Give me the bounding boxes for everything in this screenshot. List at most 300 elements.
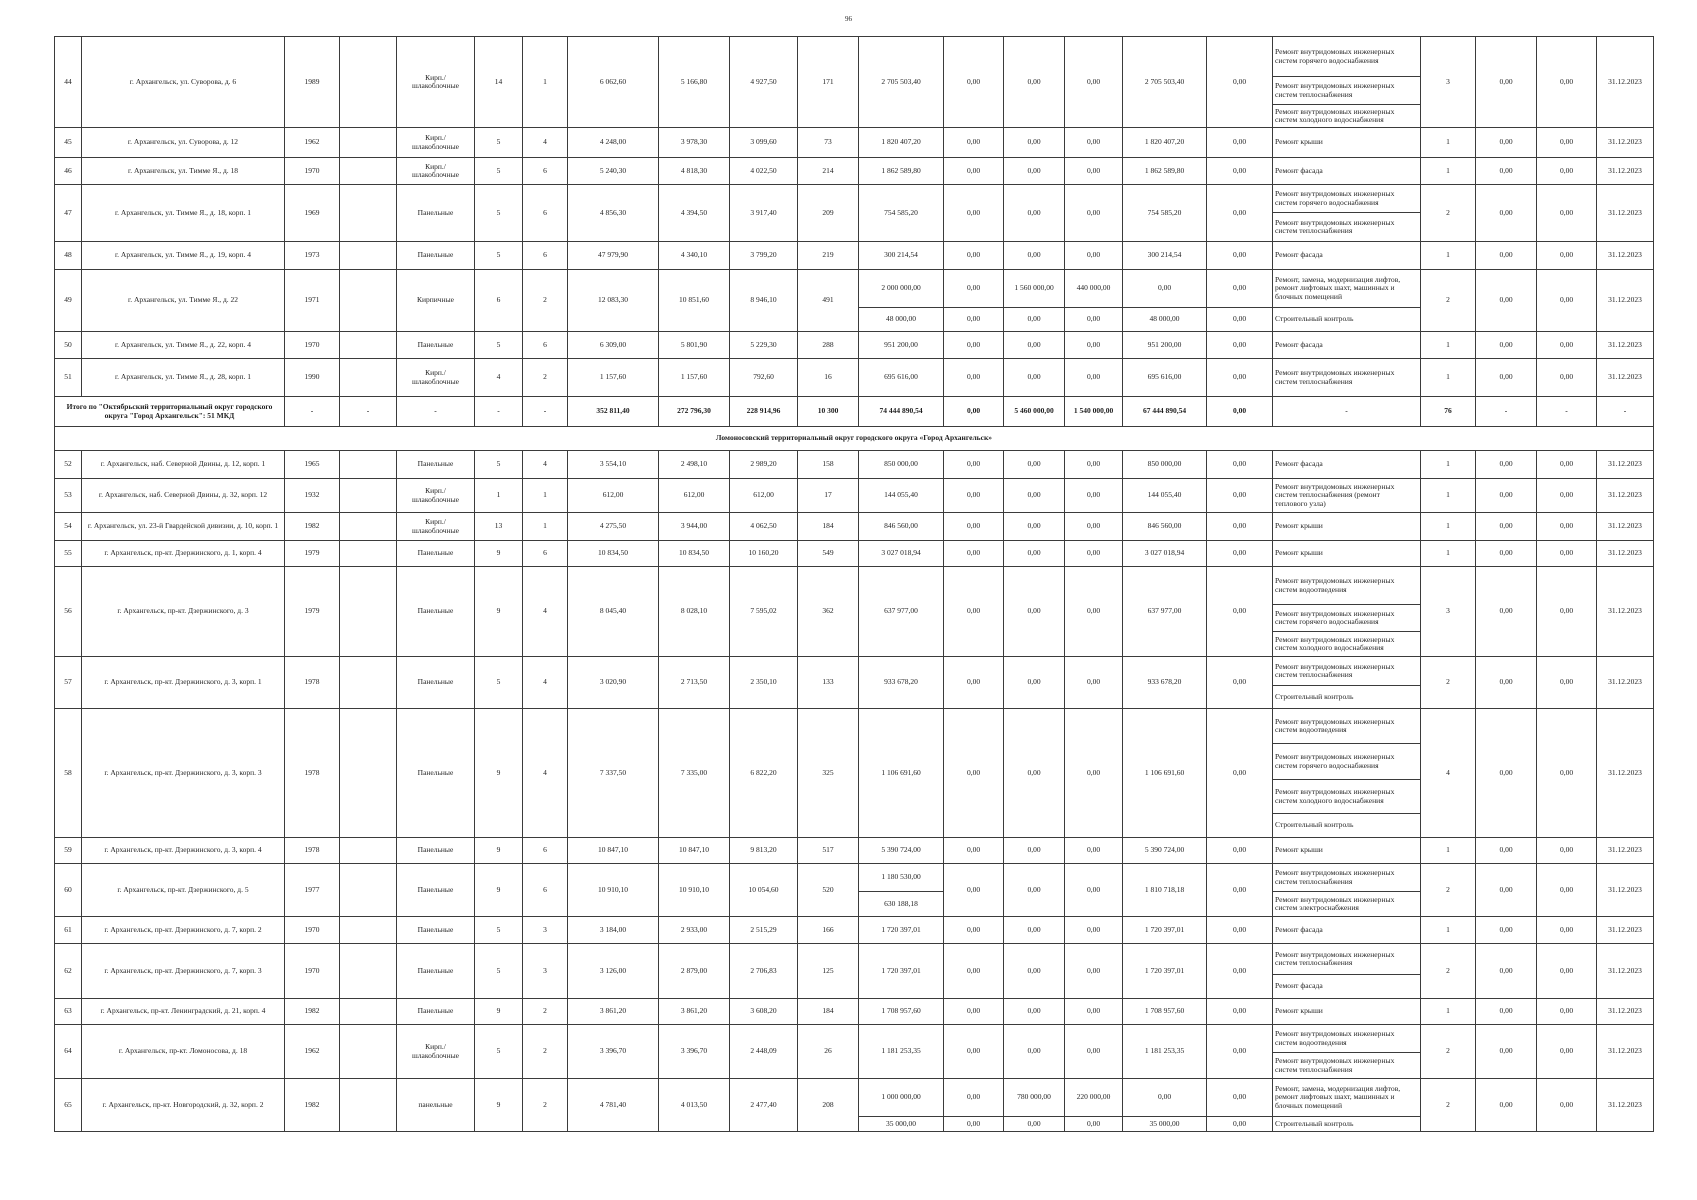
address-cell: г. Архангельск, ул. Тимме Я., д. 28, корп. 1 (82, 359, 285, 397)
cost-cell: 0,00 (944, 657, 1004, 709)
cost-cell: 1 540 000,00 (1065, 397, 1123, 427)
work-type-cell: Ремонт внутридомовых инженерных систем теплоснабжения (1273, 864, 1421, 892)
area-cell: 8 028,10 (659, 567, 730, 657)
year-cell: 1970 (285, 944, 340, 999)
work-count-cell: 76 (1421, 397, 1476, 427)
year-cell: 1970 (285, 917, 340, 944)
work-count-cell: 4 (1421, 709, 1476, 838)
cost-cell: 754 585,20 (859, 185, 944, 242)
cost-cell: 0,00 (1207, 657, 1273, 709)
cost-cell: 0,00 (1207, 479, 1273, 513)
address-cell: г. Архангельск, пр-кт. Дзержинского, д. 3, корп. 1 (82, 657, 285, 709)
year-cell: 1973 (285, 242, 340, 270)
work-type-cell: Ремонт, замена, модернизация лифтов, ремонт лифтовых шахт, машинных и блочных помещений (1273, 1079, 1421, 1117)
cost-cell: 0,00 (1065, 864, 1123, 917)
value-cell: 0,00 (1537, 838, 1597, 864)
deadline-cell: 31.12.2023 (1597, 451, 1654, 479)
blank-cell (340, 128, 397, 158)
residents-cell: 520 (798, 864, 859, 917)
entrances-cell: 3 (523, 917, 568, 944)
cost-cell: 0,00 (1207, 944, 1273, 999)
area-cell: 2 498,10 (659, 451, 730, 479)
residents-cell: 517 (798, 838, 859, 864)
work-type-cell: Ремонт внутридомовых инженерных систем горячего водоснабжения (1273, 37, 1421, 77)
wall-material-text: Панельные (417, 767, 454, 777)
cost-cell: 0,00 (1207, 308, 1273, 332)
cost-cell: 0,00 (1207, 397, 1273, 427)
table-row (55, 917, 1654, 944)
area-cell: 3 184,00 (568, 917, 659, 944)
deadline-cell: 31.12.2023 (1597, 1079, 1654, 1132)
year-cell: 1990 (285, 359, 340, 397)
cost-cell: 0,00 (1004, 513, 1065, 541)
value-cell: 0,00 (1537, 1025, 1597, 1079)
area-cell: 4 062,50 (730, 513, 798, 541)
work-count-cell: 1 (1421, 128, 1476, 158)
wall-material-text: Панельные (417, 845, 454, 855)
blank-cell (340, 479, 397, 513)
wall-material-text: Панельные (417, 884, 454, 894)
entrances-cell: 6 (523, 864, 568, 917)
work-type-cell: Ремонт внутридомовых инженерных систем теплоснабжения (1273, 77, 1421, 105)
area-cell: 10 160,20 (730, 541, 798, 567)
cost-cell: 780 000,00 (1004, 1079, 1065, 1117)
wall-material-cell (397, 1025, 475, 1079)
entrances-cell: 6 (523, 332, 568, 359)
area-cell: 612,00 (659, 479, 730, 513)
table-row (55, 332, 1654, 359)
blank-cell (340, 513, 397, 541)
address-cell: г. Архангельск, ул. Тимме Я., д. 18, корп. 1 (82, 185, 285, 242)
cost-cell: 48 000,00 (1123, 308, 1207, 332)
value-cell: 0,00 (1537, 158, 1597, 185)
area-cell: 3 099,60 (730, 128, 798, 158)
cost-cell: 850 000,00 (1123, 451, 1207, 479)
cost-cell: 0,00 (1065, 308, 1123, 332)
address-cell: г. Архангельск, пр-кт. Дзержинского, д. 7, корп. 3 (82, 944, 285, 999)
cost-cell: 0,00 (1207, 1025, 1273, 1079)
cost-cell: 2 705 503,40 (859, 37, 944, 128)
cost-cell: 0,00 (1207, 128, 1273, 158)
work-count-cell: 2 (1421, 864, 1476, 917)
floors-cell: 1 (475, 479, 523, 513)
area-cell: 7 337,50 (568, 709, 659, 838)
row-number-cell: 60 (55, 864, 82, 917)
year-cell: 1962 (285, 1025, 340, 1079)
deadline-cell: 31.12.2023 (1597, 359, 1654, 397)
year-cell: 1932 (285, 479, 340, 513)
cost-cell: 695 616,00 (859, 359, 944, 397)
floors-cell: 14 (475, 37, 523, 128)
cost-cell: 695 616,00 (1123, 359, 1207, 397)
table-row (55, 709, 1654, 744)
cost-cell: 0,00 (1207, 451, 1273, 479)
cost-cell: 1 560 000,00 (1004, 270, 1065, 308)
cost-cell: 0,00 (944, 917, 1004, 944)
work-count-cell: 2 (1421, 185, 1476, 242)
area-cell: 2 933,00 (659, 917, 730, 944)
row-number-cell: 57 (55, 657, 82, 709)
address-cell: г. Архангельск, ул. Тимме Я., д. 22, корп. 4 (82, 332, 285, 359)
cost-cell: 3 027 018,94 (859, 541, 944, 567)
residents-cell: 125 (798, 944, 859, 999)
area-cell: 228 914,96 (730, 397, 798, 427)
area-cell: 3 608,20 (730, 999, 798, 1025)
work-type-cell: Ремонт фасада (1273, 975, 1421, 999)
table-row (55, 944, 1654, 975)
cost-cell: 0,00 (944, 709, 1004, 838)
work-type-cell: Ремонт внутридомовых инженерных систем холодного водоснабжения (1273, 632, 1421, 657)
address-cell: г. Архангельск, пр-кт. Новгородский, д. 32, корп. 2 (82, 1079, 285, 1132)
cost-cell: 0,00 (944, 308, 1004, 332)
area-cell: 10 834,50 (659, 541, 730, 567)
work-count-cell: 1 (1421, 838, 1476, 864)
value-cell: 0,00 (1537, 567, 1597, 657)
blank-cell (340, 838, 397, 864)
year-cell: 1970 (285, 158, 340, 185)
cost-cell: 1 820 407,20 (859, 128, 944, 158)
address-cell: г. Архангельск, пр-кт. Дзержинского, д. 3 (82, 567, 285, 657)
row-number-cell: 55 (55, 541, 82, 567)
work-type-cell: Ремонт крыши (1273, 999, 1421, 1025)
table-row (55, 1025, 1654, 1053)
residents-cell: 184 (798, 513, 859, 541)
wall-material-text: Панельные (417, 250, 454, 260)
cost-cell: 0,00 (1065, 999, 1123, 1025)
residents-cell: 288 (798, 332, 859, 359)
cost-cell: 846 560,00 (859, 513, 944, 541)
work-type-cell: Строительный контроль (1273, 814, 1421, 838)
repair-schedule-table (54, 36, 1654, 1132)
entrances-cell: 4 (523, 128, 568, 158)
address-cell: г. Архангельск, пр-кт. Дзержинского, д. 5 (82, 864, 285, 917)
area-cell: 2 515,29 (730, 917, 798, 944)
floors-cell: 9 (475, 567, 523, 657)
wall-material-cell (397, 999, 475, 1025)
area-cell: 6 822,20 (730, 709, 798, 838)
deadline-cell: - (1597, 397, 1654, 427)
area-cell: 3 917,40 (730, 185, 798, 242)
blank-cell (340, 567, 397, 657)
cost-cell: 74 444 890,54 (859, 397, 944, 427)
cost-cell: 1 180 530,00 (859, 864, 944, 892)
area-cell: 2 989,20 (730, 451, 798, 479)
cost-cell: 2 000 000,00 (859, 270, 944, 308)
cost-cell: 0,00 (1004, 128, 1065, 158)
cost-cell: 0,00 (944, 397, 1004, 427)
row-number-cell: 49 (55, 270, 82, 332)
cost-cell: 0,00 (1065, 657, 1123, 709)
work-count-cell: 1 (1421, 158, 1476, 185)
table-row (55, 37, 1654, 77)
work-type-cell: Ремонт внутридомовых инженерных систем горячего водоснабжения (1273, 744, 1421, 780)
wall-material-text: Панельные (417, 339, 454, 349)
value-cell: 0,00 (1476, 270, 1537, 332)
area-cell: 4 340,10 (659, 242, 730, 270)
wall-material-cell (397, 37, 475, 128)
area-cell: 7 335,00 (659, 709, 730, 838)
blank-cell (340, 242, 397, 270)
table-row (55, 128, 1654, 158)
work-type-cell: Ремонт крыши (1273, 541, 1421, 567)
value-cell: 0,00 (1476, 37, 1537, 128)
wall-material-cell (397, 128, 475, 158)
cost-cell: 0,00 (1207, 864, 1273, 917)
residents-cell: 325 (798, 709, 859, 838)
cost-cell: 0,00 (1065, 944, 1123, 999)
floors-cell: 5 (475, 944, 523, 999)
cost-cell: 754 585,20 (1123, 185, 1207, 242)
address-cell: г. Архангельск, пр-кт. Дзержинского, д. 3, корп. 3 (82, 709, 285, 838)
year-cell: 1962 (285, 128, 340, 158)
cost-cell: 0,00 (1004, 479, 1065, 513)
deadline-cell: 31.12.2023 (1597, 709, 1654, 838)
area-cell: 47 979,90 (568, 242, 659, 270)
cost-cell: 440 000,00 (1065, 270, 1123, 308)
value-cell: - (1537, 397, 1597, 427)
year-cell: 1982 (285, 1079, 340, 1132)
cost-cell: 637 977,00 (1123, 567, 1207, 657)
cost-cell: 1 720 397,01 (859, 917, 944, 944)
total-label-cell: Итого по "Октябрьский территориальный округ городского округа "Город Архангельск": 51 МКД (55, 397, 285, 427)
area-cell: 10 054,60 (730, 864, 798, 917)
row-number-cell: 63 (55, 999, 82, 1025)
cost-cell: 300 214,54 (859, 242, 944, 270)
blank-cell (340, 709, 397, 838)
row-number-cell: 51 (55, 359, 82, 397)
wall-material-cell (397, 1079, 475, 1132)
cost-cell: 1 810 718,18 (1123, 864, 1207, 917)
table-row (55, 864, 1654, 892)
work-count-cell: 3 (1421, 37, 1476, 128)
cost-cell: 0,00 (1065, 709, 1123, 838)
wall-material-cell (397, 270, 475, 332)
area-cell: 352 811,40 (568, 397, 659, 427)
floors-cell: 5 (475, 657, 523, 709)
dash-cell: - (397, 397, 475, 427)
value-cell: 0,00 (1537, 657, 1597, 709)
cost-cell: 0,00 (1207, 37, 1273, 128)
table-row (55, 838, 1654, 864)
cost-cell: 0,00 (944, 332, 1004, 359)
year-cell: 1978 (285, 709, 340, 838)
year-cell: 1982 (285, 999, 340, 1025)
work-type-cell: Ремонт внутридомовых инженерных систем водоотведения (1273, 709, 1421, 744)
floors-cell: 13 (475, 513, 523, 541)
cost-cell: 0,00 (1004, 944, 1065, 999)
value-cell: 0,00 (1476, 242, 1537, 270)
deadline-cell: 31.12.2023 (1597, 128, 1654, 158)
residents-cell: 133 (798, 657, 859, 709)
work-type-cell: Ремонт крыши (1273, 128, 1421, 158)
work-type-cell: Ремонт внутридомовых инженерных систем водоотведения (1273, 1025, 1421, 1053)
entrances-cell: 1 (523, 513, 568, 541)
entrances-cell: 4 (523, 709, 568, 838)
area-cell: 3 396,70 (659, 1025, 730, 1079)
residents-cell: 171 (798, 37, 859, 128)
year-cell: 1970 (285, 332, 340, 359)
work-count-cell: 2 (1421, 270, 1476, 332)
work-count-cell: 1 (1421, 451, 1476, 479)
residents-cell: 166 (798, 917, 859, 944)
cost-cell: 850 000,00 (859, 451, 944, 479)
blank-cell (340, 944, 397, 999)
cost-cell: 0,00 (1065, 917, 1123, 944)
row-number-cell: 56 (55, 567, 82, 657)
residents-cell: 362 (798, 567, 859, 657)
table-row (55, 270, 1654, 308)
area-cell: 2 477,40 (730, 1079, 798, 1132)
row-number-cell: 54 (55, 513, 82, 541)
value-cell: 0,00 (1537, 541, 1597, 567)
area-cell: 3 799,20 (730, 242, 798, 270)
wall-material-text: Панельные (417, 459, 454, 469)
area-cell: 4 856,30 (568, 185, 659, 242)
cost-cell: 0,00 (1004, 709, 1065, 838)
floors-cell: 5 (475, 451, 523, 479)
cost-cell: 933 678,20 (859, 657, 944, 709)
cost-cell: 48 000,00 (859, 308, 944, 332)
floors-cell: 9 (475, 541, 523, 567)
blank-cell (340, 185, 397, 242)
floors-cell: 5 (475, 242, 523, 270)
floors-cell: 5 (475, 1025, 523, 1079)
deadline-cell: 31.12.2023 (1597, 657, 1654, 709)
area-cell: 10 847,10 (568, 838, 659, 864)
residents-cell: 549 (798, 541, 859, 567)
work-count-cell: 1 (1421, 242, 1476, 270)
entrances-cell: 6 (523, 158, 568, 185)
wall-material-cell (397, 838, 475, 864)
cost-cell: 0,00 (944, 864, 1004, 917)
value-cell: 0,00 (1476, 332, 1537, 359)
cost-cell: 0,00 (1065, 359, 1123, 397)
cost-cell: 0,00 (1004, 657, 1065, 709)
cost-cell: 0,00 (1123, 270, 1207, 308)
cost-cell: 0,00 (1004, 999, 1065, 1025)
cost-cell: 0,00 (944, 128, 1004, 158)
cost-cell: 1 106 691,60 (1123, 709, 1207, 838)
deadline-cell: 31.12.2023 (1597, 270, 1654, 332)
area-cell: 5 229,30 (730, 332, 798, 359)
address-cell: г. Архангельск, ул. Суворова, д. 6 (82, 37, 285, 128)
year-cell: 1969 (285, 185, 340, 242)
work-count-cell: 2 (1421, 944, 1476, 999)
work-count-cell: 2 (1421, 1079, 1476, 1132)
value-cell: 0,00 (1476, 451, 1537, 479)
entrances-cell: 2 (523, 270, 568, 332)
cost-cell: 933 678,20 (1123, 657, 1207, 709)
cost-cell: 951 200,00 (859, 332, 944, 359)
value-cell: 0,00 (1537, 513, 1597, 541)
wall-material-cell (397, 359, 475, 397)
cost-cell: 0,00 (1207, 513, 1273, 541)
cost-cell: 0,00 (1207, 999, 1273, 1025)
row-number-cell: 64 (55, 1025, 82, 1079)
cost-cell: 0,00 (944, 999, 1004, 1025)
entrances-cell: 2 (523, 1079, 568, 1132)
residents-cell: 10 300 (798, 397, 859, 427)
row-number-cell: 65 (55, 1079, 82, 1132)
wall-material-cell (397, 332, 475, 359)
work-type-cell: Ремонт внутридомовых инженерных систем водоотведения (1273, 567, 1421, 605)
floors-cell: 4 (475, 359, 523, 397)
area-cell: 3 554,10 (568, 451, 659, 479)
wall-material-text: Кирп./ шлакоблочные (412, 1042, 459, 1060)
deadline-cell: 31.12.2023 (1597, 567, 1654, 657)
cost-cell: 0,00 (944, 541, 1004, 567)
floors-cell: 5 (475, 332, 523, 359)
address-cell: г. Архангельск, пр-кт. Дзержинского, д. 1, корп. 4 (82, 541, 285, 567)
area-cell: 3 861,20 (568, 999, 659, 1025)
cost-cell: 0,00 (1004, 332, 1065, 359)
wall-material-cell (397, 864, 475, 917)
work-type-cell: Ремонт фасада (1273, 158, 1421, 185)
work-count-cell: 1 (1421, 359, 1476, 397)
entrances-cell: 2 (523, 1025, 568, 1079)
blank-cell (340, 270, 397, 332)
row-number-cell: 52 (55, 451, 82, 479)
work-type-cell: Ремонт внутридомовых инженерных систем теплоснабжения (1273, 944, 1421, 975)
area-cell: 612,00 (730, 479, 798, 513)
area-cell: 8 946,10 (730, 270, 798, 332)
cost-cell: 0,00 (1004, 308, 1065, 332)
value-cell: 0,00 (1537, 332, 1597, 359)
cost-cell: 5 390 724,00 (1123, 838, 1207, 864)
value-cell: 0,00 (1537, 128, 1597, 158)
area-cell: 2 879,00 (659, 944, 730, 999)
cost-cell: 0,00 (944, 567, 1004, 657)
area-cell: 10 910,10 (568, 864, 659, 917)
cost-cell: 0,00 (1065, 158, 1123, 185)
cost-cell: 1 000 000,00 (859, 1079, 944, 1117)
address-cell: г. Архангельск, ул. Тимме Я., д. 19, корп. 4 (82, 242, 285, 270)
cost-cell: 0,00 (1065, 838, 1123, 864)
table-row (55, 513, 1654, 541)
cost-cell: 0,00 (944, 359, 1004, 397)
value-cell: 0,00 (1537, 944, 1597, 999)
year-cell: 1971 (285, 270, 340, 332)
work-type-cell: Ремонт крыши (1273, 838, 1421, 864)
cost-cell: 0,00 (944, 838, 1004, 864)
row-number-cell: 50 (55, 332, 82, 359)
wall-material-cell (397, 185, 475, 242)
table-row (55, 999, 1654, 1025)
residents-cell: 184 (798, 999, 859, 1025)
cost-cell: 0,00 (944, 37, 1004, 128)
work-type-cell: Ремонт внутридомовых инженерных систем теплоснабжения (1273, 657, 1421, 686)
area-cell: 10 851,60 (659, 270, 730, 332)
page-number: 96 (845, 15, 852, 23)
cost-cell: 0,00 (1207, 242, 1273, 270)
row-number-cell: 53 (55, 479, 82, 513)
work-type-cell: - (1273, 397, 1421, 427)
cost-cell: 220 000,00 (1065, 1079, 1123, 1117)
blank-cell (340, 917, 397, 944)
work-type-cell: Ремонт фасада (1273, 451, 1421, 479)
cost-cell: 0,00 (944, 270, 1004, 308)
wall-material-text: Кирп./ шлакоблочные (412, 486, 459, 504)
year-cell: 1977 (285, 864, 340, 917)
value-cell: 0,00 (1476, 128, 1537, 158)
cost-cell: 0,00 (944, 1117, 1004, 1132)
cost-cell: 1 820 407,20 (1123, 128, 1207, 158)
cost-cell: 0,00 (1207, 838, 1273, 864)
table-row (55, 158, 1654, 185)
cost-cell: 0,00 (1004, 567, 1065, 657)
wall-material-cell (397, 479, 475, 513)
wall-material-text: панельные (418, 1099, 453, 1109)
